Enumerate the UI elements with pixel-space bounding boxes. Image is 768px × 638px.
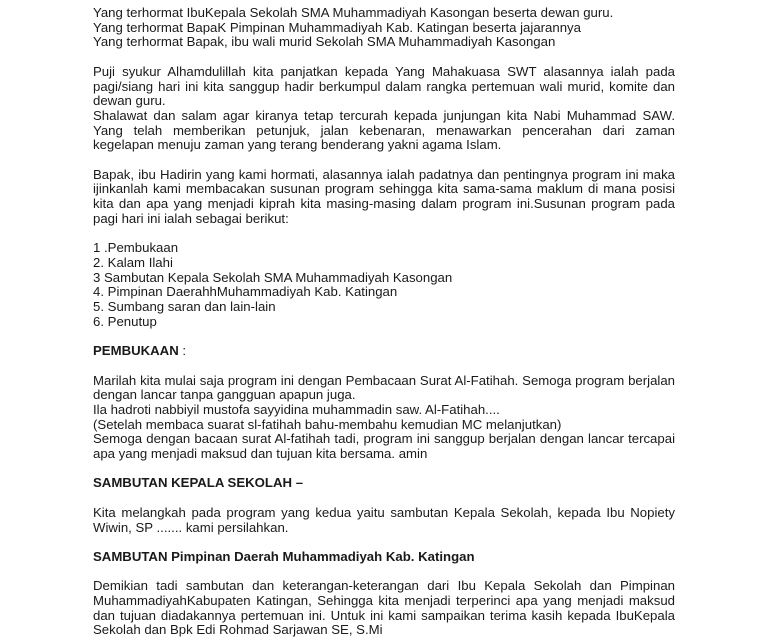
letter-page	[93, 6, 675, 638]
agenda-item: 1 .Pembukaan	[93, 240, 179, 256]
opening-paragraph-2: Shalawat dan salam agar kiranya tetap tercurah kepada junjungan kita Nabi Muhammad SAW. Yang telah memberikan petunjuk, jalan kebenaran, menawarkan pencerahan dari zaman kegelapan menuju zaman yang terang benderang yakni agama Islam.	[93, 107, 675, 153]
heading-text: SAMBUTAN KEPALA SEKOLAH	[93, 475, 293, 491]
greeting-line-1: Yang terhormat IbuKepala Sekolah SMA Muhammadiyah Kasongan beserta dewan guru.	[93, 5, 614, 20]
heading-text: PEMBUKAAN	[93, 343, 179, 359]
spacer	[93, 491, 675, 506]
pembukaan-line-2: Ila hadroti nabbiyil mustofa sayyidina muhammadin saw. Al-Fatihah....	[93, 401, 500, 417]
greeting-line-2: Yang terhormat BapaK Pimpinan Muhammadiyah Kab. Katingan beserta jajarannya	[93, 19, 581, 35]
section-heading-sambutan-pimpinan: SAMBUTAN Pimpinan Daerah Muhammadiyah Kab. Katingan	[93, 548, 475, 564]
agenda-item: 3 Sambutan Kepala Sekolah SMA Muhammadiyah Kasongan	[93, 269, 453, 285]
heading-suffix: :	[178, 343, 187, 359]
spacer	[93, 50, 675, 65]
spacer	[93, 565, 675, 580]
spacer	[93, 329, 675, 344]
pembukaan-paragraph-1: Marilah kita mulai saja program ini dengan Pembacaan Surat Al-Fatihah. Semoga program berjalan dengan lancar tanpa gangguan apapun juga.	[93, 372, 675, 403]
spacer	[93, 153, 675, 168]
pembukaan-line-3: (Setelah membaca suarat sl-fatihah bahu-membahu kemudian MC melanjutkan)	[93, 416, 562, 432]
sambutan-kepala-paragraph: Kita melangkah pada program yang kedua yaitu sambutan Kepala Sekolah, kepada Ibu Nopiety Wiwin, SP ....... kami persilahkan.	[93, 504, 675, 535]
agenda-item: 2. Kalam Ilahi	[93, 254, 173, 270]
agenda-item: 4. Pimpinan DaerahhMuhammadiyah Kab. Katingan	[93, 284, 398, 300]
section-heading-sambutan-kepala	[93, 476, 675, 491]
spacer	[93, 359, 675, 374]
pembukaan-paragraph-4: Semoga dengan bacaan surat Al-fatihah tadi, program ini sanggup berjalan dengan lancar tercapai apa yang menjadi maksud dan tujuan kita bersama. amin	[93, 431, 675, 462]
opening-paragraph-1: Puji syukur Alhamdulillah kita panjatkan kepada Yang Mahakuasa SWT alasannya ialah pada pagi/siang hari ini kita sanggup hadir berkumpul dalam rangka pertemuan wali murid, komite dan dewan guru.	[93, 63, 675, 109]
spacer	[93, 535, 675, 550]
heading-suffix: –	[292, 475, 304, 491]
intro-paragraph: Bapak, ibu Hadirin yang kami hormati, alasannya ialah padatnya dan pentingnya program ini maka ijinkanlah kami membacakan susunan program sehingga kita sama-sama maklum di mana posisi kita dan apa yang menjadi kiprah kita masing-masing dalam program ini.Susunan program pada pagi hari ini ialah sebagai berikut:	[93, 166, 675, 226]
section-heading-pembukaan	[93, 344, 675, 359]
spacer	[93, 462, 675, 477]
agenda-item: 5. Sumbang saran dan lain-lain	[93, 299, 276, 315]
agenda-item: 6. Penutup	[93, 313, 157, 329]
sambutan-pimpinan-paragraph: Demikian tadi sambutan dan keterangan-keterangan dari Ibu Kepala Sekolah dan Pimpinan MuhammadiyahKabupaten Katingan, Sehingga kita menjadi terperinci apa yang menjadi maksud dan tujuan diadakannya pertemuan ini. Untuk ini kami sampaikan terima kasih kepada IbuKepala Sekolah dan Bpk Edi Rohmad Sarjawan SE, S.Mi	[93, 578, 675, 638]
greeting-line-3: Yang terhormat Bapak, ibu wali murid Sekolah SMA Muhammadiyah Kasongan	[93, 34, 556, 50]
spacer	[93, 227, 675, 242]
